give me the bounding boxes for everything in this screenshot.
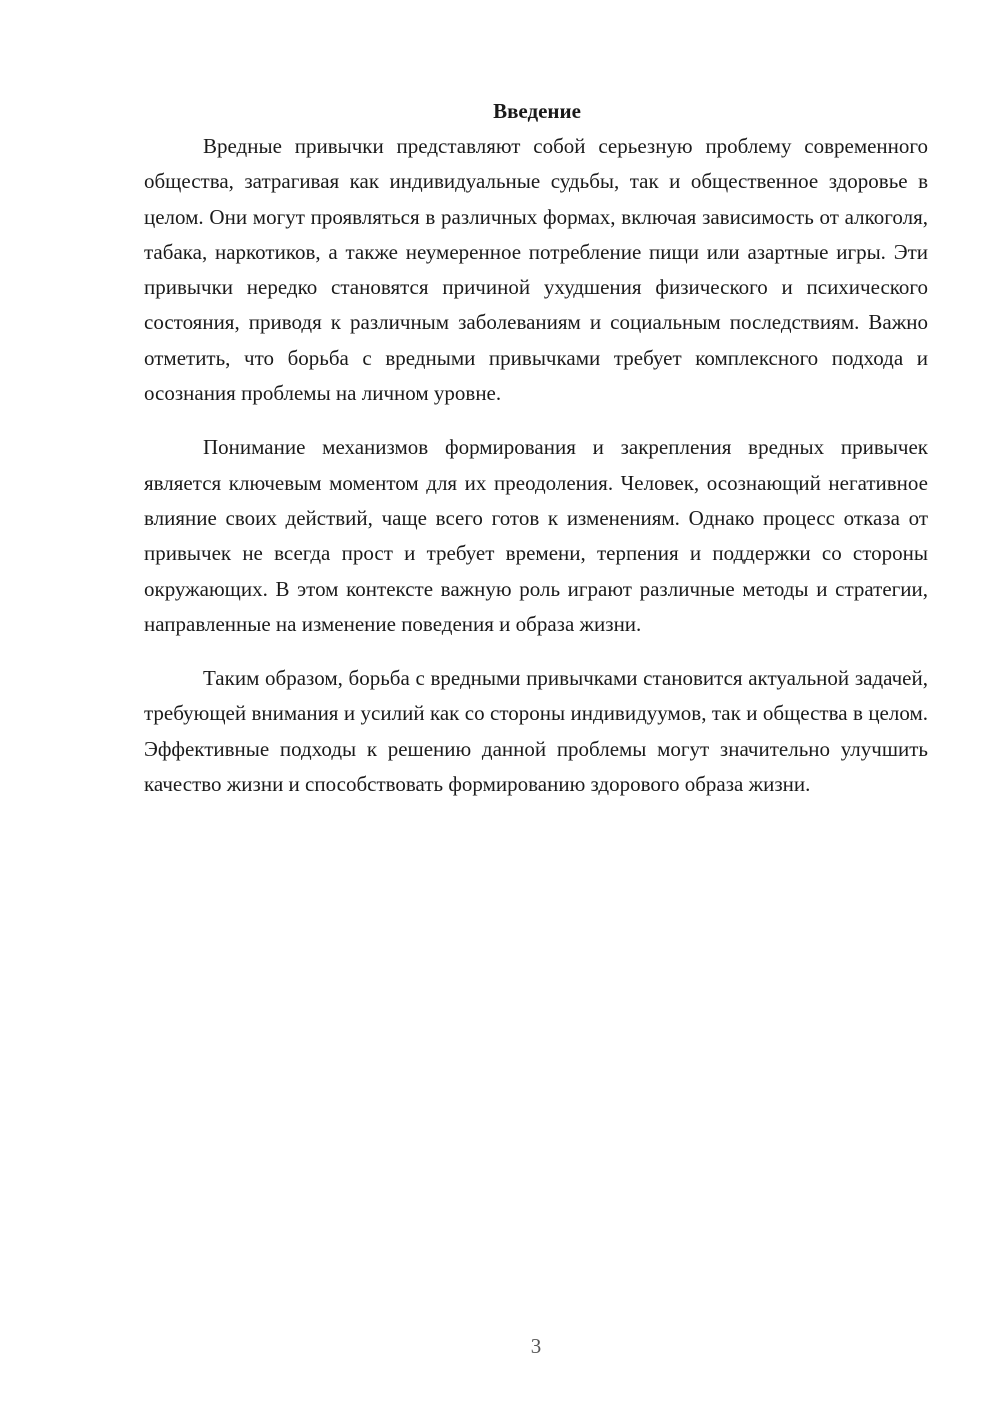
page-content — [144, 94, 928, 821]
paragraph-2: Понимание механизмов формирования и закрепления вредных привычек является ключевым моментом для их преодоления. Человек, осознающий негативное влияние своих действий, чаще всего готов к изменениям. Однако процесс отказа от привычек не всегда прост и требует времени, терпения и поддержки со стороны окружающих. В этом контексте важную роль играют различные методы и стратегии, направленные на изменение поведения и образа жизни. — [144, 435, 928, 636]
paragraph-3: Таким образом, борьба с вредными привычками становится актуальной задачей, требующей внимания и усилий как со стороны индивидуумов, так и общества в целом. Эффективные подходы к решению данной проблемы могут значительно улучшить качество жизни и способствовать формированию здорового образа жизни. — [144, 666, 928, 797]
section-heading: Введение — [493, 99, 581, 123]
page-number: 3 — [530, 1334, 542, 1358]
paragraph-1: Вредные привычки представляют собой серьезную проблему современного общества, затрагивая как индивидуальные судьбы, так и общественное здоровье в целом. Они могут проявляться в различных формах, включая зависимость от алкоголя, табака, наркотиков, а также неумеренное потребление пищи или азартные игры. Эти привычки нередко становятся причиной ухудшения физического и психического состояния, приводя к различным заболеваниям и социальным последствиям. Важно отметить, что борьба с вредными привычками требует комплексного подхода и осознания проблемы на личном уровне. — [144, 134, 928, 406]
